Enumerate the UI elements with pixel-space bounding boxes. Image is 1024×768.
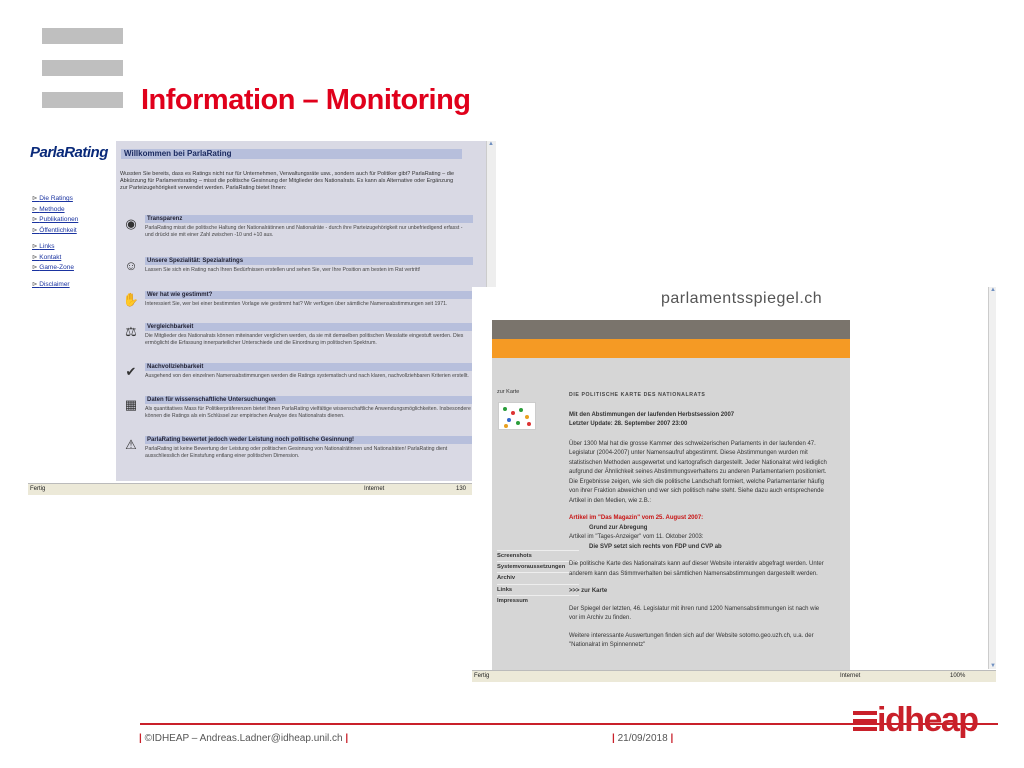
- article-paragraph-3: Der Spiegel der letzten, 46. Legislatur mit ihren rund 1200 Namensabstimmungen ist nach wie vor im Archiv zu finden.: [569, 605, 820, 621]
- footer-copyright: | ©IDHEAP – Andreas.Ladner@idheap.unil.ch |: [139, 733, 349, 744]
- parlarating-screenshot: [28, 141, 496, 496]
- section-heading: Vergleichbarkeit: [145, 323, 473, 331]
- section-wer-hat-gestimmt: [116, 291, 476, 327]
- section-heading: Unsere Spezialität: Spezialratings: [145, 257, 473, 265]
- parlamentsspiegel-brand: parlamentsspiegel.ch: [661, 290, 823, 307]
- nav-item-oeffentlichkeit[interactable]: ⊳ Öffentlichkeit: [32, 226, 78, 237]
- section-text: Ausgehend von den einzelnen Namensabstimmungen werden die Ratings systematisch und nach klaren, nachvollziehbaren Kriterien erstellt.: [145, 373, 469, 379]
- data-icon: ▦: [124, 397, 138, 412]
- article-link-tagesanzeiger[interactable]: Artikel im "Tages-Anzeiger" vom 11. Oktober 2003:: [569, 534, 704, 540]
- section-transparenz: [116, 215, 476, 251]
- section-spezialratings: [116, 257, 476, 293]
- parlamentsspiegel-scrollbar[interactable]: [988, 287, 996, 669]
- article-update: Letzter Update: 28. September 2007 23:00: [569, 421, 688, 427]
- section-heading: Transparenz: [145, 215, 473, 223]
- parlarating-scrollbar[interactable]: [486, 141, 496, 287]
- article-headline-1: Mit den Abstimmungen der laufenden Herbstsession 2007: [569, 411, 735, 418]
- article-paragraph-4: Weitere interessante Auswertungen finden sich auf der Website sotomo.geo.uzh.ch, u.a. der "Nationalrat im Spinnennetz": [569, 632, 814, 648]
- footer-date-text: 21/09/2018: [617, 733, 668, 744]
- article-link-abregung[interactable]: Grund zur Abregung: [589, 524, 648, 531]
- parlamentsspiegel-statusbar: [472, 670, 996, 682]
- article-kicker: DIE POLITISCHE KARTE DES NATIONALRATS: [569, 392, 706, 398]
- parlamentsspiegel-nav: [497, 550, 579, 606]
- nav-item-systemvoraussetzungen[interactable]: Systemvoraussetzungen: [497, 561, 579, 572]
- section-nachvollziehbarkeit: [116, 363, 476, 399]
- nav-item-links[interactable]: Links: [497, 584, 579, 595]
- status-text: Fertig: [30, 486, 46, 492]
- section-vergleichbarkeit: [116, 323, 476, 359]
- status-text: Fertig: [474, 673, 490, 679]
- zoom-level[interactable]: 130: [456, 486, 467, 492]
- parlarating-nav: [32, 194, 78, 290]
- zur-karte-label[interactable]: zur Karte: [497, 389, 520, 395]
- title-decoration-bar-2: [42, 60, 123, 76]
- article-paragraph-1: Über 1300 Mal hat die grosse Kammer des schweizerischen Parlaments in der laufenden 47. Legislatur (2004-2007) unter Namensaufruf abgestimmt. Diese Abstimmungen wurden mit statistischen Methoden ausgewertet und kartografisch dargestellt. Jeder Nationalrat wird lediglich aufgrund der Ähnlichkeit seines Abstimmungsverhaltens zu anderen Parlamentariern positioniert. Die Ergebnisse zeigen, wie sich die politische Landschaft formiert, welche Parlamentarier häufig von ihrer Fraktion abweichen und wer sich politisch nahe steht. Siehe dazu auch entsprechende Artikel in den Medien, wie z.B.:: [569, 440, 827, 504]
- section-text: Die Mitglieder des Nationalrats können miteinander verglichen werden, da sie mit demselben politischen Messlatte eingestuft werden. Dies ermöglicht die Erfassung innerparteilicher Unterschiede und die Einordnung im politischen Spektrum.: [145, 333, 464, 346]
- article-link-svp[interactable]: Die SVP setzt sich rechts von FDP und CVP ab: [589, 543, 722, 550]
- internet-zone-label: Internet: [364, 486, 385, 492]
- title-decoration-bar-1: [42, 28, 123, 44]
- section-heading: Nachvollziehbarkeit: [145, 363, 473, 371]
- logo-lines-icon: [853, 711, 877, 735]
- nav-item-kontakt[interactable]: ⊳ Kontakt: [32, 253, 78, 264]
- vote-icon: ✋: [122, 292, 140, 307]
- footer-copyright-text: ©IDHEAP – Andreas.Ladner@idheap.unil.ch: [144, 733, 343, 744]
- title-decoration-bar-3: [42, 92, 123, 108]
- idheap-logo: [853, 703, 998, 743]
- welcome-heading: Willkommen bei ParlaRating: [121, 149, 462, 159]
- check-icon: ✔: [125, 364, 137, 379]
- internet-zone-label: Internet: [840, 673, 861, 679]
- header-band-orange: [492, 339, 850, 358]
- eye-icon: ◉: [125, 216, 137, 231]
- map-thumbnail[interactable]: [498, 402, 536, 430]
- nav-item-publikationen[interactable]: ⊳ Publikationen: [32, 215, 78, 226]
- section-text: ParlaRating misst die politische Haltung der Nationalrätinnen und Nationalräte - durch ihre Parteizugehörigkeit nur unbefriedigend erfasst - und drückt sie mit einer Zahl zwischen -10 und +10 aus.: [145, 225, 463, 238]
- parlamentsspiegel-screenshot: [472, 287, 996, 682]
- slide-title: Information – Monitoring: [141, 84, 471, 116]
- section-disclaimer-note: [116, 436, 476, 472]
- warning-icon: ⚠: [125, 437, 137, 452]
- nav-item-ratings[interactable]: ⊳ Die Ratings: [32, 194, 78, 205]
- nav-item-archiv[interactable]: Archiv: [497, 572, 579, 583]
- nav-item-impressum[interactable]: Impressum: [497, 595, 579, 606]
- section-heading: Daten für wissenschaftliche Untersuchungen: [145, 396, 473, 404]
- nav-item-disclaimer[interactable]: ⊳ Disclaimer: [32, 280, 78, 291]
- section-heading: Wer hat wie gestimmt?: [145, 291, 473, 299]
- footer-date: | 21/09/2018 |: [612, 733, 674, 744]
- parlarating-logo: ParlaRating: [30, 144, 108, 161]
- section-daten: [116, 396, 476, 432]
- parlarating-statusbar: [28, 483, 476, 495]
- nav-item-methode[interactable]: ⊳ Methode: [32, 205, 78, 216]
- parlarating-sidebar: [28, 141, 117, 481]
- logo-wordmark: idheap: [877, 701, 978, 739]
- article-link-magazin[interactable]: Artikel im "Das Magazin" vom 25. August 2007:: [569, 515, 704, 521]
- intro-text: Wussten Sie bereits, dass es Ratings nicht nur für Unternehmen, Verwaltungsräte usw., sondern auch für Politiker gibt? ParlaRating – die Abkürzung für Parlamentsrating – misst die politische Gesinnung der Mitglieder des Nationalrats. Es kann als Alternative oder Ergänzung zur Parteizugehörigkeit verwendet werden. ParlaRating bietet Ihnen:: [120, 171, 455, 191]
- parlamentsspiegel-article: [569, 391, 827, 659]
- nav-item-screenshots[interactable]: Screenshots: [497, 550, 579, 561]
- header-band-grey: [492, 320, 850, 339]
- article-paragraph-2: Die politische Karte des Nationalrats kann auf dieser Website interaktiv abgefragt werden. Unter anderem kann das Stimmverhalten bei sämtlichen Namensabstimmungen dargestellt werden.: [569, 561, 824, 577]
- zoom-level[interactable]: 100%: [950, 673, 966, 679]
- zur-karte-link[interactable]: >>> zur Karte: [569, 588, 608, 594]
- nav-item-game-zone[interactable]: ⊳ Game-Zone: [32, 263, 78, 274]
- scale-icon: ⚖: [125, 324, 137, 339]
- section-text: Interessiert Sie, wer bei einer bestimmten Vorlage wie gestimmt hat? Wir verfügen über sämtliche Namensabstimmungen seit 1971.: [145, 301, 448, 307]
- nav-item-links[interactable]: ⊳ Links: [32, 242, 78, 253]
- section-text: Als quantitatives Mass für Politikerpräferenzen bietet Ihnen ParlaRating vielfältige wissenschaftliche Anwendungsmöglichkeiten. Insbesondere können die Ratings als ein Schlüssel zur empirischen Analyse des Nationalrats dienen.: [145, 406, 471, 419]
- parlarating-content: [116, 141, 486, 481]
- section-heading: ParlaRating bewertet jedoch weder Leistung noch politische Gesinnung!: [145, 436, 473, 444]
- section-text: Lassen Sie sich ein Rating nach Ihren Bedürfnissen erstellen und sehen Sie, wer Ihre Position am besten im Rat vertritt!: [145, 267, 421, 273]
- person-icon: ☺: [124, 258, 138, 273]
- section-text: ParlaRating ist keine Bewertung der Leistung oder politischen Gesinnung von Nationalrätinnen und Nationalräten! ParlaRating dient ausschliesslich der Einstufung entlang einer politischen Dimension.: [145, 446, 448, 459]
